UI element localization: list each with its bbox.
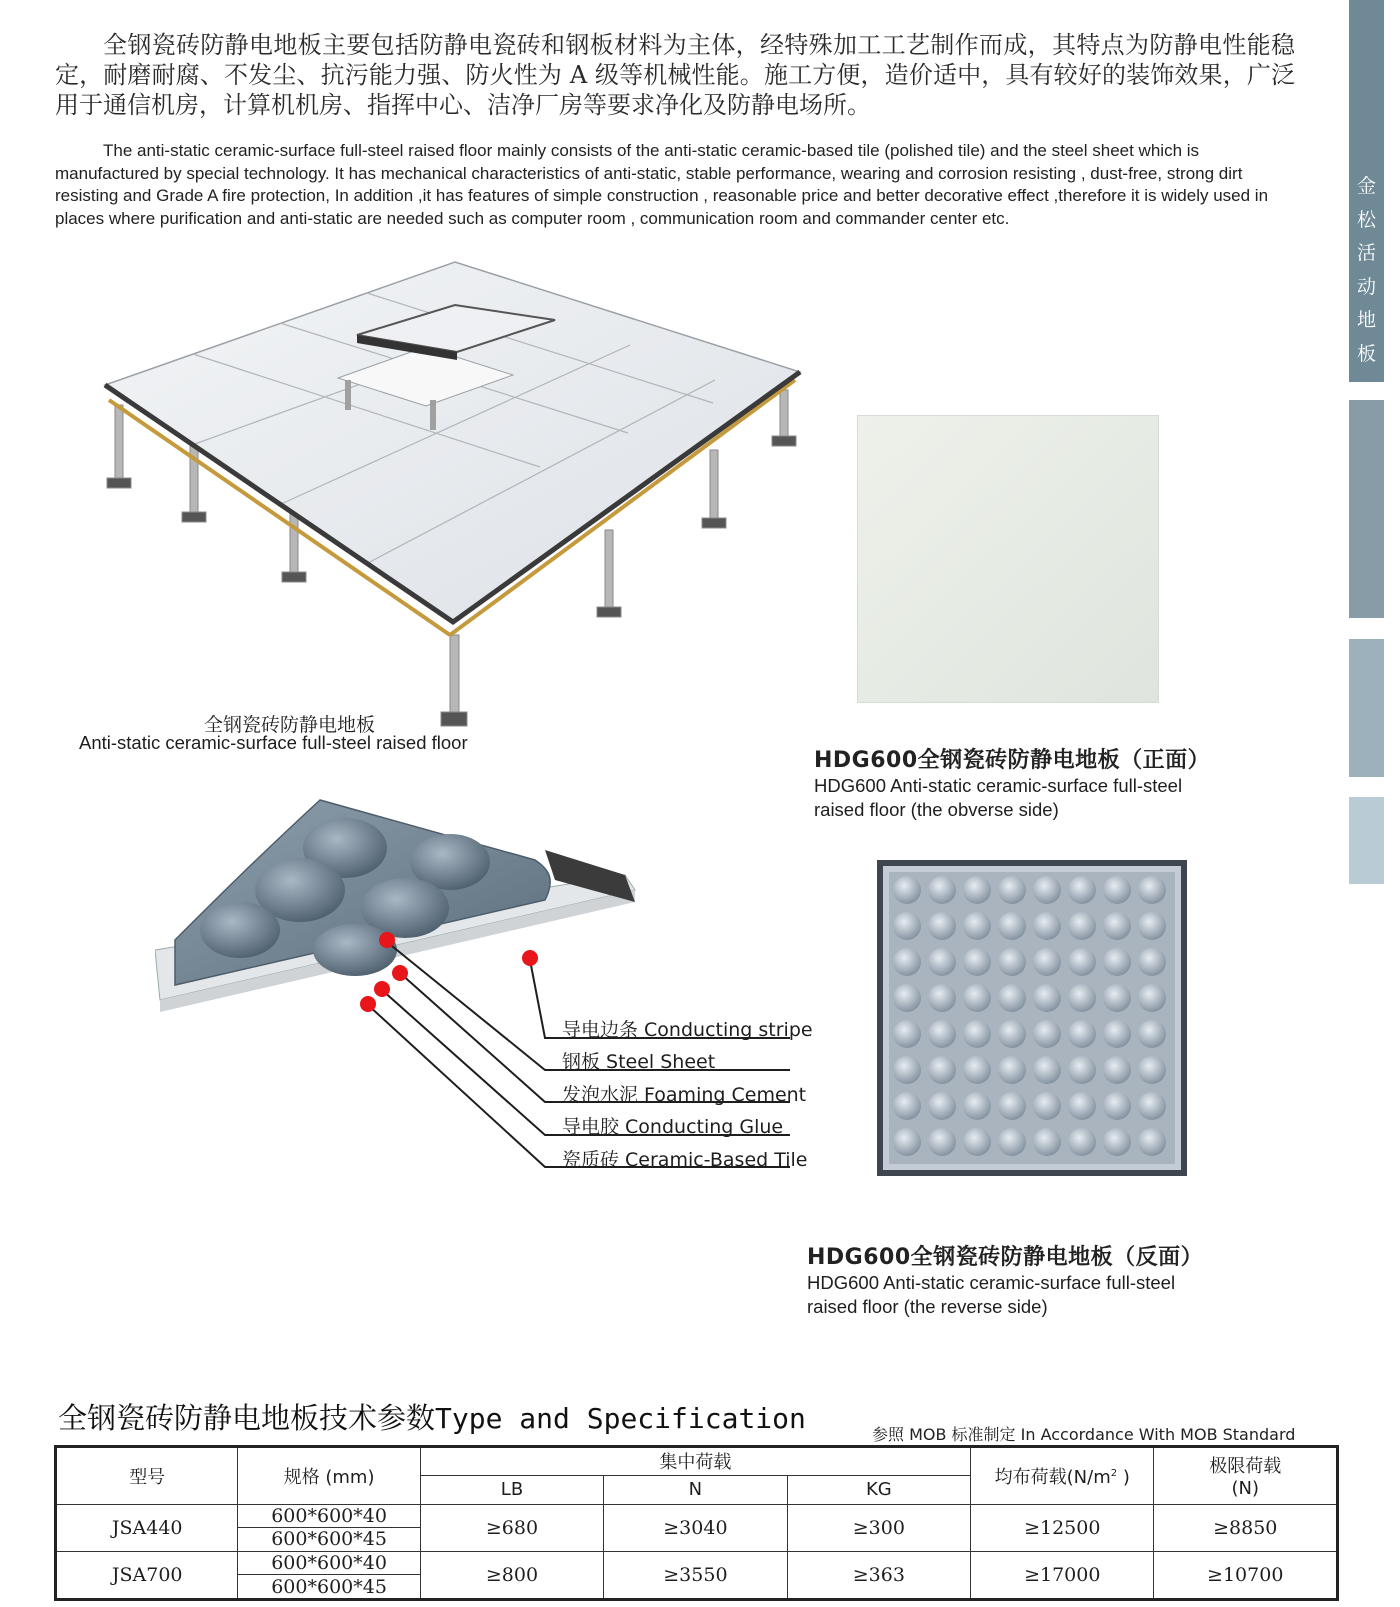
floor-caption-zh: 全钢瓷砖防静电地板 [204, 714, 376, 736]
header-uniform-load-sup: 2 [1110, 1467, 1118, 1479]
reverse-tile-dimple [1138, 1128, 1166, 1156]
layer-label-conducting-glue: 导电胶 Conducting Glue [562, 1116, 784, 1138]
reverse-tile-dimple [893, 948, 921, 976]
reverse-tile-dimple [963, 912, 991, 940]
reverse-tile-dimple [893, 1128, 921, 1156]
row-n: ≥3040 [604, 1504, 787, 1551]
side-tab-label [1349, 170, 1384, 371]
reverse-tile-dimple [893, 1020, 921, 1048]
reverse-tile-dimple [928, 1092, 956, 1120]
reverse-tile-dimple [963, 948, 991, 976]
reverse-caption-line-2: raised floor (the reverse side) [807, 1296, 1048, 1317]
tile-obverse-image [857, 415, 1159, 703]
reverse-tile-dimple [998, 984, 1026, 1012]
row-uniform: ≥17000 [971, 1551, 1154, 1599]
row-ultimate: ≥10700 [1154, 1551, 1338, 1599]
reverse-tile-dimple [1103, 912, 1131, 940]
layer-label-foaming-cement: 发泡水泥 Foaming Cement [562, 1084, 807, 1106]
spec-table [54, 1445, 1339, 1601]
intro-english: The anti-static ceramic-surface full-steel raised floor mainly consists of the anti-static ceramic-based tile (polished tile) and the steel sheet which is manufactured by special technology. It has mechanical characteristics of anti-static, stable performance, wearing and corrosion resisting , dust-free, strong dirt resisting and Grade A fire protection, In addition ,it has features of simple construction , reasonable price and better decorative effect ,therefore it is widely used in places where purification and anti-static are needed such as computer room , communication room and commander center etc. [55, 141, 1269, 228]
reverse-tile-dimple [928, 1128, 956, 1156]
reverse-tile-dimple [998, 1092, 1026, 1120]
intro-chinese: 全钢瓷砖防静电地板主要包括防静电瓷砖和钢板材料为主体，经特殊加工工艺制作而成，其特点为防静电性能稳定，耐磨耐腐、不发尘、抗污能力强、防火性为 A 级等机械性能。施工方便，造价适中，具有较好的装饰效果，广泛用于通信机房，计算机机房、指挥中心、洁净厂房等要求净化及防静电场所。 [55, 31, 1295, 119]
reverse-tile-dimple [1138, 1092, 1166, 1120]
reverse-tile-dimple [963, 876, 991, 904]
reverse-tile-dimple [893, 876, 921, 904]
row-n: ≥3550 [604, 1551, 787, 1599]
tile-reverse-image [877, 860, 1187, 1176]
reverse-tile-dimple [1103, 1128, 1131, 1156]
header-model: 型号 [56, 1447, 238, 1505]
floor-caption-en: Anti-static ceramic-surface full-steel raised floor [79, 732, 468, 753]
table-row [56, 1551, 1338, 1575]
reverse-tile-dimple [1033, 876, 1061, 904]
reverse-tile-dimple [1068, 948, 1096, 976]
reverse-tile-dimple [998, 1128, 1026, 1156]
header-concentrated-load: 集中荷载 [420, 1447, 970, 1476]
row-lb: ≥800 [420, 1551, 603, 1599]
reverse-tile-dimple [1033, 912, 1061, 940]
header-kg: KG [787, 1475, 970, 1504]
header-ultimate-load-unit: (N) [1231, 1478, 1259, 1500]
reverse-tile-dimple [1033, 1092, 1061, 1120]
reverse-tile-dimple [1068, 1056, 1096, 1084]
row-ultimate: ≥8850 [1154, 1504, 1338, 1551]
obverse-caption-line-1: HDG600 Anti-static ceramic-surface full-steel [814, 775, 1183, 796]
reverse-tile-dimple [893, 1056, 921, 1084]
header-uniform-load-text: 均布荷载(N/m [994, 1466, 1111, 1488]
header-ultimate-load [1154, 1447, 1338, 1505]
header-ultimate-load-text: 极限荷载 [1209, 1456, 1282, 1478]
obverse-caption-line-2: raised floor (the obverse side) [814, 799, 1059, 820]
reverse-tile-dimple [963, 1020, 991, 1048]
reverse-title: HDG600全钢瓷砖防静电地板（反面） [807, 1245, 1204, 1270]
obverse-title: HDG600全钢瓷砖防静电地板（正面） [814, 748, 1211, 773]
header-n: N [604, 1475, 787, 1504]
reverse-tile-dimple [1033, 1056, 1061, 1084]
side-tab-3 [1349, 639, 1384, 777]
reverse-tile-dimple [893, 984, 921, 1012]
header-size: 规格 (mm) [238, 1447, 420, 1505]
raised-floor-image [95, 260, 840, 740]
reverse-tile-dimple [998, 1056, 1026, 1084]
layer-label-conducting-stripe: 导电边条 Conducting stripe [562, 1019, 813, 1041]
reverse-tile-dimple [1138, 1056, 1166, 1084]
side-tab-main [1349, 0, 1384, 382]
reverse-tile-dimple [963, 1092, 991, 1120]
reverse-tile-dimple [1103, 948, 1131, 976]
reverse-tile-dimple [963, 1056, 991, 1084]
reverse-tile-dimple [928, 1020, 956, 1048]
reverse-caption-line-1: HDG600 Anti-static ceramic-surface full-steel [807, 1272, 1176, 1293]
reverse-tile-dimple [1138, 948, 1166, 976]
reverse-tile-dimple [1138, 1020, 1166, 1048]
reverse-tile-dimple [1068, 912, 1096, 940]
row-uniform: ≥12500 [971, 1504, 1154, 1551]
table-row [56, 1504, 1338, 1528]
side-tab-label-text: 金松活动地板 [1357, 175, 1377, 365]
reverse-tile-dimple [998, 1020, 1026, 1048]
reverse-tile-dimple [893, 1092, 921, 1120]
header-uniform-load-close: ) [1117, 1466, 1130, 1488]
reverse-tile-dimple [998, 876, 1026, 904]
row-kg: ≥300 [787, 1504, 970, 1551]
reverse-tile-dimple [998, 912, 1026, 940]
reverse-tile-dimple [1103, 1056, 1131, 1084]
spec-title-zh: 全钢瓷砖防静电地板技术参数 [58, 1401, 436, 1435]
reverse-tile-dimple [1068, 1092, 1096, 1120]
spec-standard-note: 参照 MOB 标准制定 In Accordance With MOB Standard [872, 1425, 1296, 1444]
reverse-tile-dimple [928, 912, 956, 940]
reverse-tile-dimple [1138, 876, 1166, 904]
side-tab-2 [1349, 400, 1384, 618]
header-lb: LB [420, 1475, 603, 1504]
row-size: 600*600*45 [238, 1575, 420, 1600]
reverse-tile-dimple [1138, 984, 1166, 1012]
spec-title [58, 1396, 806, 1437]
reverse-tile-dimple [1103, 1020, 1131, 1048]
layer-label-steel-sheet: 钢板 Steel Sheet [562, 1051, 716, 1073]
reverse-tile-dimple [1068, 1020, 1096, 1048]
reverse-tile-dimple [928, 1056, 956, 1084]
row-size: 600*600*45 [238, 1528, 420, 1552]
reverse-tile-dimple [1033, 984, 1061, 1012]
reverse-tile-dimple [893, 912, 921, 940]
reverse-tile-dimple [1103, 984, 1131, 1012]
reverse-tile-dimple [1068, 984, 1096, 1012]
row-model: JSA440 [56, 1504, 238, 1551]
row-model: JSA700 [56, 1551, 238, 1599]
side-tab-4 [1349, 797, 1384, 884]
spec-title-en: Type and Specification [435, 1402, 806, 1435]
row-size: 600*600*40 [238, 1551, 420, 1575]
reverse-tile-dimple [963, 1128, 991, 1156]
reverse-tile-dimple [963, 984, 991, 1012]
reverse-tile-dimple [998, 948, 1026, 976]
reverse-tile-dimple [928, 948, 956, 976]
reverse-tile-dimple [1103, 876, 1131, 904]
layer-label-ceramic-tile: 瓷质砖 Ceramic-Based Tile [562, 1149, 808, 1171]
reverse-tile-dimple [1033, 1128, 1061, 1156]
reverse-tile-dimple [1138, 912, 1166, 940]
reverse-tile-dimple [928, 876, 956, 904]
reverse-tile-dimple [1103, 1092, 1131, 1120]
header-uniform-load [971, 1447, 1154, 1505]
row-size: 600*600*40 [238, 1504, 420, 1528]
reverse-tile-dimple [1068, 876, 1096, 904]
reverse-tile-dimple [1033, 948, 1061, 976]
row-lb: ≥680 [420, 1504, 603, 1551]
row-kg: ≥363 [787, 1551, 970, 1599]
reverse-tile-dimple [928, 984, 956, 1012]
reverse-tile-dimple [1033, 1020, 1061, 1048]
reverse-tile-dimple [1068, 1128, 1096, 1156]
